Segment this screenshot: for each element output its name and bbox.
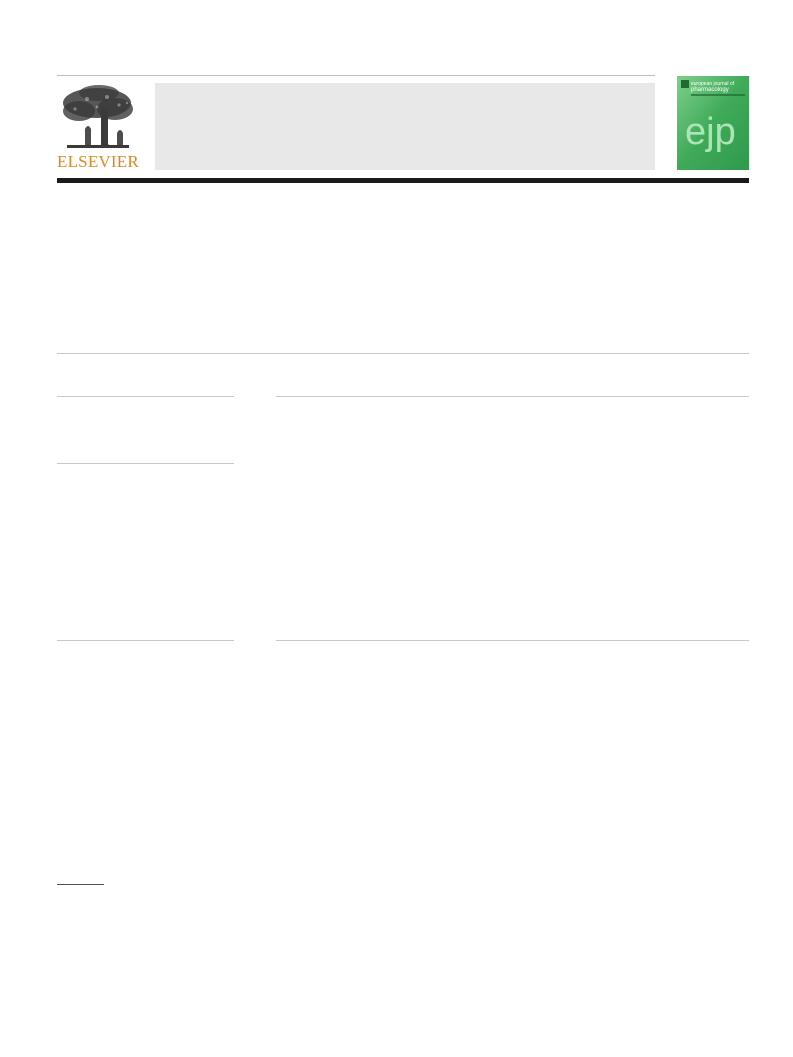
abstract-rule-top bbox=[276, 396, 749, 397]
masthead-panel bbox=[155, 83, 655, 170]
cover-logo-text: ejp bbox=[685, 111, 736, 153]
article-info-rule-bottom bbox=[57, 640, 234, 641]
footnote-rule bbox=[57, 884, 104, 885]
header-top-rule bbox=[57, 75, 655, 76]
article-info-top-rule bbox=[57, 353, 749, 354]
publisher-wordmark: ELSEVIER bbox=[57, 152, 139, 171]
article-info-rule-left bbox=[57, 396, 234, 397]
cover-title-line-1: european journal of bbox=[691, 81, 735, 87]
abstract-rule-bottom bbox=[276, 640, 749, 641]
cover-title-line-2: pharmacology bbox=[691, 87, 729, 93]
publisher-logo bbox=[57, 83, 137, 171]
header-bottom-rule bbox=[57, 178, 749, 183]
keywords-rule bbox=[57, 463, 234, 464]
journal-cover-icon bbox=[677, 76, 749, 170]
tree-icon bbox=[57, 83, 137, 155]
